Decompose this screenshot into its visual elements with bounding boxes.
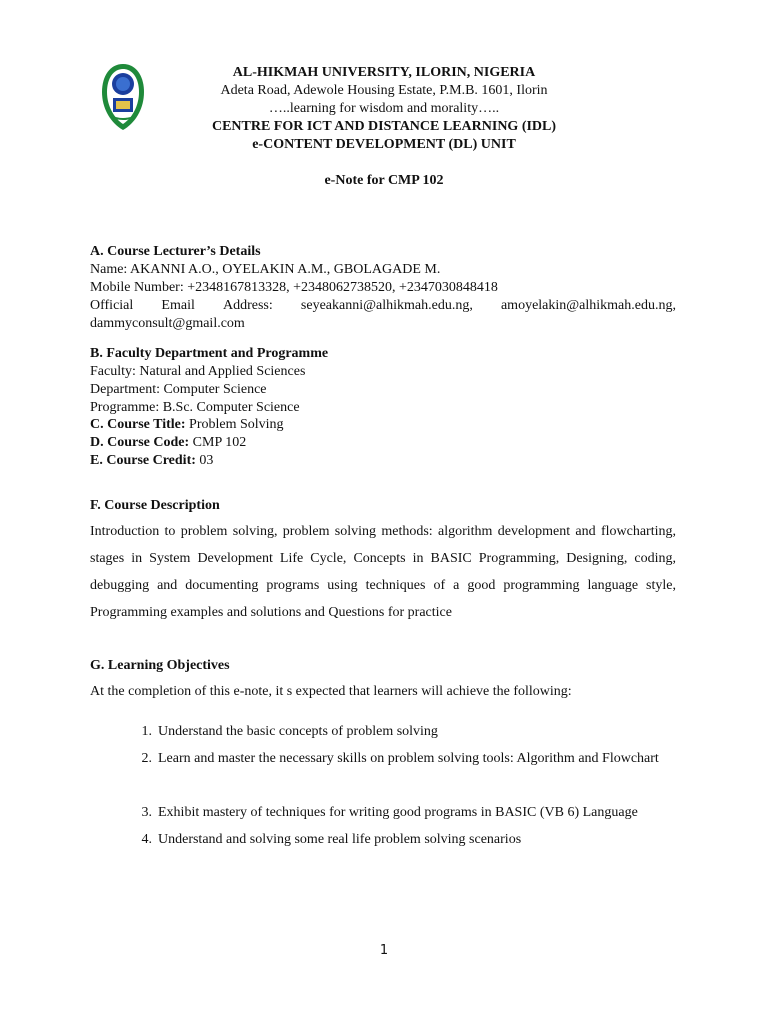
note-title: e-Note for CMP 102 (324, 173, 444, 188)
centre-name: CENTRE FOR ICT AND DISTANCE LEARNING (IDL) (211, 119, 557, 134)
email-address: seyeakanni@alhikmah.edu.ng, (300, 298, 473, 313)
objectives-heading: G. Learning Objectives (90, 658, 230, 673)
page-number: 1 (379, 943, 389, 958)
lecturer-mobile: Mobile Number: +2348167813328, +2348062738520, +2347030848418 (90, 280, 498, 295)
course-credit (90, 452, 213, 470)
list-item-number: 4. (141, 832, 152, 847)
unit-name: e-CONTENT DEVELOPMENT (DL) UNIT (252, 137, 516, 152)
list-item-number: 3. (141, 805, 152, 820)
course-code (90, 434, 246, 452)
lecturer-heading: A. Course Lecturer’s Details (90, 244, 261, 259)
list-item-text: Understand and solving some real life problem solving scenarios (158, 832, 522, 847)
university-logo-icon (100, 62, 146, 132)
course-credit-value: 03 (195, 453, 214, 468)
list-item-number: 2. (141, 751, 152, 766)
programme-name: Programme: B.Sc. Computer Science (90, 400, 300, 415)
description-text: Introduction to problem solving, problem solving methods: algorithm development and flowcharting, stages in System Development Life Cycle, Concepts in BASIC Programming, Designing, coding, debugging and documenting programs using techniques of a good programming language style, Programming examples and solutions and Questions for practice (90, 524, 676, 620)
objectives-intro: At the completion of this e-note, it s expected that learners will achieve the following: (90, 684, 572, 699)
faculty-heading: B. Faculty Department and Programme (90, 346, 329, 361)
email-address: amoyelakin@alhikmah.edu.ng, (500, 298, 676, 313)
lecturer-email-row (90, 297, 676, 315)
faculty-name: Faculty: Natural and Applied Sciences (90, 364, 306, 379)
course-code-value: CMP 102 (189, 435, 247, 450)
list-item-text: Learn and master the necessary skills on problem solving tools: Algorithm and Flowchart (158, 751, 659, 766)
list-item-text: Understand the basic concepts of problem solving (158, 724, 438, 739)
course-title (90, 416, 284, 434)
email-word: Email (161, 298, 195, 313)
course-code-label: D. Course Code: (90, 435, 190, 450)
course-title-value: Problem Solving (185, 417, 284, 432)
email-address: dammyconsult@gmail.com (90, 316, 245, 331)
course-credit-label: E. Course Credit: (90, 453, 196, 468)
university-address: Adeta Road, Adewole Housing Estate, P.M.B. 1601, Ilorin (220, 83, 548, 98)
description-heading: F. Course Description (90, 498, 220, 513)
university-motto: …..learning for wisdom and morality….. (268, 101, 500, 116)
lecturer-names: Name: AKANNI A.O., OYELAKIN A.M., GBOLAGADE M. (90, 262, 441, 277)
email-word: Official (90, 298, 134, 313)
email-word: Address: (223, 298, 273, 313)
list-item-number: 1. (141, 724, 152, 739)
department-name: Department: Computer Science (90, 382, 267, 397)
list-item-text: Exhibit mastery of techniques for writing good programs in BASIC (VB 6) Language (158, 805, 638, 820)
course-title-label: C. Course Title: (90, 417, 186, 432)
university-name: AL-HIKMAH UNIVERSITY, ILORIN, NIGERIA (232, 65, 536, 80)
